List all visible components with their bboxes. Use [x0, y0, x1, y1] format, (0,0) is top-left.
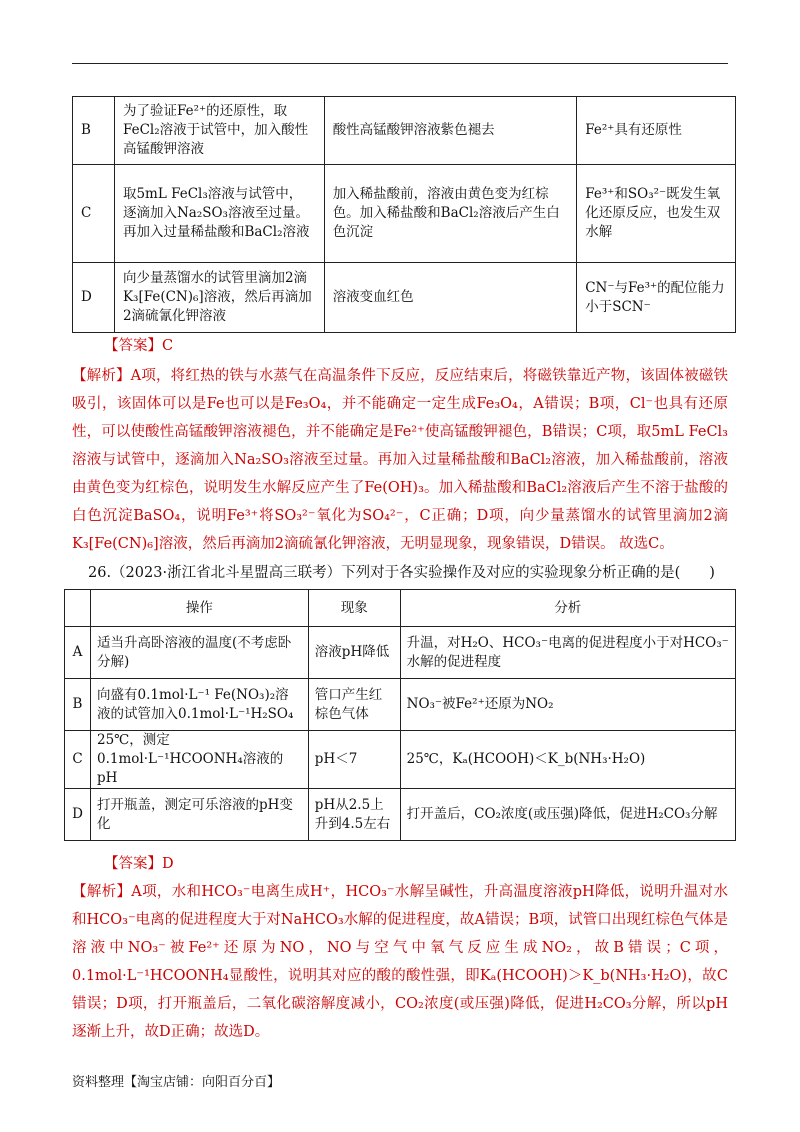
answer-2: 【答案】D [104, 856, 174, 872]
conclusion-cell: Fe²⁺具有还原性 [577, 97, 736, 165]
experiment-table-1 [72, 96, 736, 333]
conclusion-cell: Fe³⁺和SO₃²⁻既发生氧化还原反应，也发生双水解 [577, 165, 736, 263]
table-row [65, 789, 736, 841]
phenomenon-cell: 溶液pH降低 [308, 627, 400, 679]
phenomenon-cell: 溶液变血红色 [324, 263, 577, 333]
explanation-2: 【解析】A项，水和HCO₃⁻电离生成H⁺，HCO₃⁻水解呈碱性，升高温度溶液pH降低，说明升温对水和HCO₃⁻电离的促进程度大于对NaHCO₃水解的促进程度，故A错误；B项，试管口出现红棕色气体是溶液中NO₃⁻被Fe²⁺还原为NO，NO与空气中氧气反应生成NO₂，故B错误；C项，0.1mol·L⁻¹HCOONH₄显酸性，说明其对应的酸的酸性强，即Kₐ(HCOOH)＞K_b(NH₃·H₂O)，故C错误；D项，打开瓶盖后，二氧化碳溶解度减小，CO₂浓度(或压强)降低，促进H₂CO₃分解，所以pH逐渐上升，故D正确；故选D。 [72, 884, 728, 1040]
operation-cell: 为了验证Fe²⁺的还原性，取FeCl₂溶液于试管中，加入酸性高锰酸钾溶液 [114, 97, 324, 165]
row-label: A [65, 627, 91, 679]
table-row [65, 731, 736, 789]
phenomenon-cell: 加入稀盐酸前，溶液由黄色变为红棕色。加入稀盐酸和BaCl₂溶液后产生白色沉淀 [324, 165, 577, 263]
header-analysis: 分析 [400, 590, 735, 627]
table-row [65, 627, 736, 679]
experiment-table-2 [64, 589, 736, 841]
analysis-cell: 打开盖后，CO₂浓度(或压强)降低，促进H₂CO₃分解 [400, 789, 735, 841]
phenomenon-cell: 管口产生红棕色气体 [308, 679, 400, 731]
operation-cell: 打开瓶盖，测定可乐溶液的pH变化 [90, 789, 308, 841]
row-label: D [65, 789, 91, 841]
header-blank [65, 590, 91, 627]
row-label: C [65, 731, 91, 789]
row-label: B [73, 97, 115, 165]
operation-cell: 25℃，测定0.1mol·L⁻¹HCOONH₄溶液的pH [90, 731, 308, 789]
conclusion-cell: CN⁻与Fe³⁺的配位能力小于SCN⁻ [577, 263, 736, 333]
analysis-cell: 25℃，Kₐ(HCOOH)＜K_b(NH₃·H₂O) [400, 731, 735, 789]
table-row [73, 263, 736, 333]
row-label: C [73, 165, 115, 263]
row-label: B [65, 679, 91, 731]
table-header-row [65, 590, 736, 627]
analysis-cell: NO₃⁻被Fe²⁺还原为NO₂ [400, 679, 735, 731]
explanation-1: 【解析】A项，将红热的铁与水蒸气在高温条件下反应，反应结束后，将磁铁靠近产物，该固体被磁铁吸引，该固体可以是Fe也可以是Fe₃O₄，并不能确定一定生成Fe₃O₄，A错误；B项，Cl⁻也具有还原性，可以使酸性高锰酸钾溶液褪色，并不能确定是Fe²⁺使高锰酸钾褪色，B错误；C项，取5mL FeCl₃溶液与试管中，逐滴加入Na₂SO₃溶液至过量。再加入过量稀盐酸和BaCl₂溶液，加入稀盐酸前，溶液由黄色变为红棕色，说明发生水解反应产生了Fe(OH)₃。加入稀盐酸和BaCl₂溶液后产生不溶于盐酸的白色沉淀BaSO₄，说明Fe³⁺将SO₃²⁻氧化为SO₄²⁻，C正确；D项，向少量蒸馏水的试管里滴加2滴K₃[Fe(CN)₆]溶液，然后再滴加2滴硫氰化钾溶液，无明显现象，现象错误，D错误。 故选C。 [72, 368, 728, 552]
operation-cell: 适当升高卧溶液的温度(不考虑卧分解) [90, 627, 308, 679]
header-phenomenon: 现象 [308, 590, 400, 627]
table-row [73, 165, 736, 263]
table-row [65, 679, 736, 731]
footer-source: 资料整理【淘宝店铺：向阳百分百】 [72, 1075, 281, 1090]
phenomenon-cell: 酸性高锰酸钾溶液紫色褪去 [324, 97, 577, 165]
operation-cell: 向少量蒸馏水的试管里滴加2滴K₃[Fe(CN)₆]溶液，然后再滴加2滴硫氰化钾溶液 [114, 263, 324, 333]
row-label: D [73, 263, 115, 333]
analysis-cell: 升温，对H₂O、HCO₃⁻电离的促进程度小于对HCO₃⁻水解的促进程度 [400, 627, 735, 679]
header-operation: 操作 [90, 590, 308, 627]
question-26: 26.（2023·浙江省北斗星盟高三联考）下列对于各实验操作及对应的实验现象分析正确的是( ) [88, 565, 715, 581]
operation-cell: 向盛有0.1mol·L⁻¹ Fe(NO₃)₂溶液的试管加入0.1mol·L⁻¹H₂SO₄ [90, 679, 308, 731]
operation-cell: 取5mL FeCl₃溶液与试管中，逐滴加入Na₂SO₃溶液至过量。再加入过量稀盐酸和BaCl₂溶液 [114, 165, 324, 263]
phenomenon-cell: pH＜7 [308, 731, 400, 789]
header-rule [72, 63, 728, 64]
phenomenon-cell: pH从2.5上升到4.5左右 [308, 789, 400, 841]
answer-1: 【答案】C [104, 338, 174, 354]
table-row [73, 97, 736, 165]
